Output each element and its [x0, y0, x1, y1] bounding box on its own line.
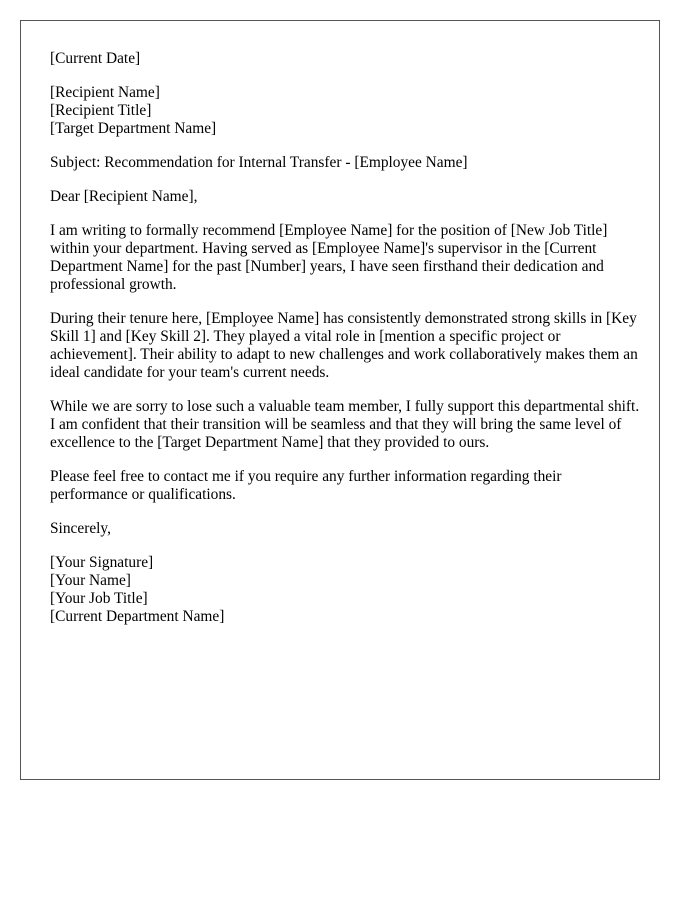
closing-block [50, 520, 640, 538]
body-paragraph-1: I am writing to formally recommend [Employee Name] for the position of [New Job Title] within your department. Having served as [Employee Name]'s supervisor in the [Current Department Name] for the past [Number] years, I have seen firsthand their dedication and professional growth. [50, 222, 608, 293]
body-paragraph-3: While we are sorry to lose such a valuable team member, I fully support this departmental shift. I am confident that their transition will be seamless and that they will bring the same level of excellence to the [Target Department Name] that they provided to ours. [50, 398, 640, 451]
salutation-block [50, 188, 640, 206]
recipient-block [50, 84, 640, 138]
recipient-title: [Recipient Title] [50, 102, 152, 119]
sender-name: [Your Name] [50, 572, 131, 589]
signature-line: [Your Signature] [50, 554, 154, 571]
letter-date: [Current Date] [50, 50, 141, 67]
sender-job-title: [Your Job Title] [50, 590, 148, 607]
letter-content [50, 50, 640, 642]
body-paragraph-2: During their tenure here, [Employee Name] has consistently demonstrated strong skills in [Key Skill 1] and [Key Skill 2]. They played a vital role in [mention a specific project or achievement]. Their ability to adapt to new challenges and work collaboratively makes them an ideal candidate for your team's current needs. [50, 310, 638, 381]
recipient-department: [Target Department Name] [50, 120, 217, 137]
letter-subject: Subject: Recommendation for Internal Transfer - [Employee Name] [50, 154, 468, 171]
letter-salutation: Dear [Recipient Name], [50, 188, 198, 205]
letter-closing: Sincerely, [50, 520, 111, 537]
date-block [50, 50, 640, 68]
signature-block [50, 554, 640, 626]
recipient-name: [Recipient Name] [50, 84, 160, 101]
letter-page [20, 20, 660, 780]
subject-block [50, 154, 640, 172]
body-paragraph-4: Please feel free to contact me if you require any further information regarding their performance or qualifications. [50, 468, 562, 503]
sender-department: [Current Department Name] [50, 608, 225, 625]
